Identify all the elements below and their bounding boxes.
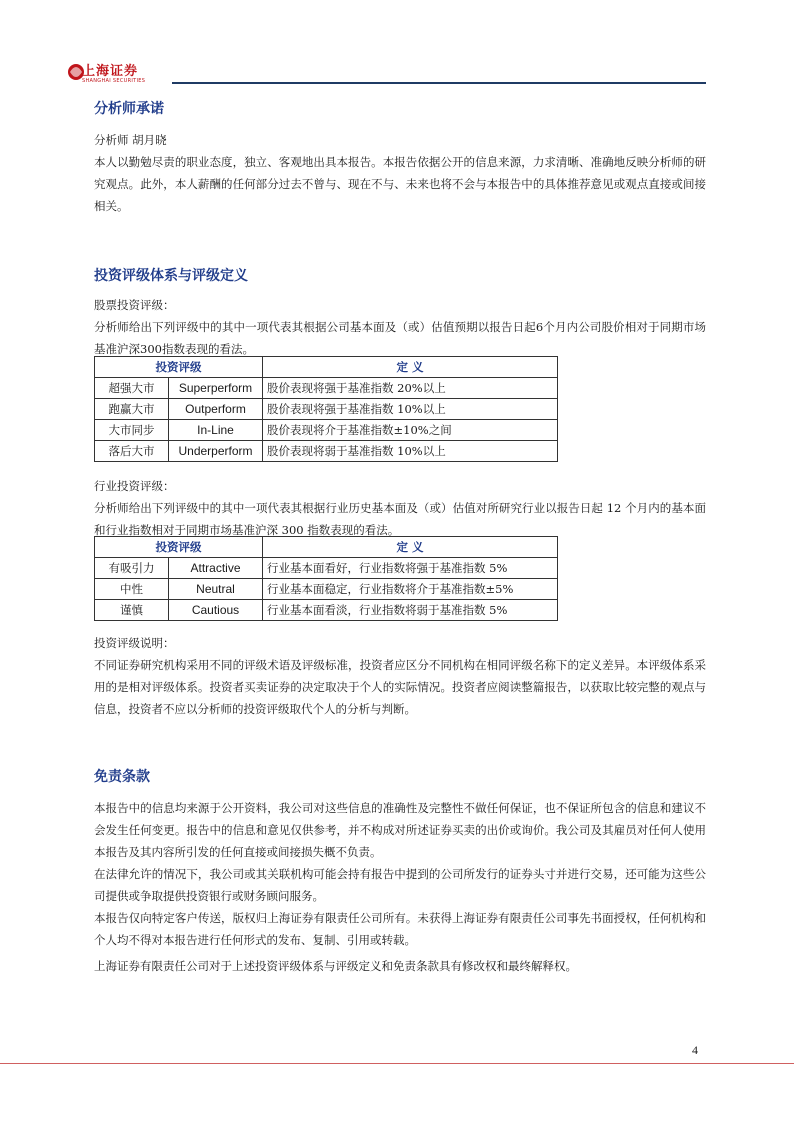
industry-rating-label: 行业投资评级： bbox=[94, 479, 175, 493]
disclaimer-heading: 免责条款 bbox=[94, 769, 150, 785]
page-number: 4 bbox=[692, 1043, 698, 1057]
rating-en: In-Line bbox=[169, 420, 263, 441]
table-header-row bbox=[95, 357, 558, 378]
disclaimer-paragraph-2: 在法律允许的情况下，我公司或其关联机构可能会持有报告中提到的公司所发行的证券头寸并进行交易，还可能为这些公司提供或争取提供投资银行或财务顾问服务。 bbox=[94, 867, 706, 903]
company-logo-text: 上海证券 bbox=[82, 64, 139, 79]
rating-system-heading: 投资评级体系与评级定义 bbox=[94, 268, 248, 284]
table-row bbox=[95, 558, 558, 579]
rating-en: Outperform bbox=[169, 399, 263, 420]
table-header-definition: 定 义 bbox=[263, 357, 558, 378]
table-row bbox=[95, 600, 558, 621]
rating-en: Cautious bbox=[169, 600, 263, 621]
table-header-row bbox=[95, 537, 558, 558]
rating-definition: 行业基本面稳定，行业指数将介于基准指数±5% bbox=[263, 579, 558, 600]
rating-en: Neutral bbox=[169, 579, 263, 600]
table-row bbox=[95, 399, 558, 420]
analyst-commitment-body: 本人以勤勉尽责的职业态度，独立、客观地出具本报告。本报告依据公开的信息来源，力求清晰、准确地反映分析师的研究观点。此外，本人薪酬的任何部分过去不曾与、现在不与、未来也将不会与本报告中的具体推荐意见或观点直接或间接相关。 bbox=[94, 155, 706, 213]
rating-definition: 股价表现将强于基准指数 20%以上 bbox=[263, 378, 558, 399]
table-row bbox=[95, 378, 558, 399]
rating-cn: 超强大市 bbox=[95, 378, 169, 399]
table-header-definition: 定 义 bbox=[263, 537, 558, 558]
analyst-commitment-heading: 分析师承诺 bbox=[94, 101, 164, 117]
rating-definition: 行业基本面看好，行业指数将强于基准指数 5% bbox=[263, 558, 558, 579]
stock-rating-description: 分析师给出下列评级中的其中一项代表其根据公司基本面及（或）估值预期以报告日起6个月内公司股价相对于同期市场基准沪深300指数表现的看法。 bbox=[94, 320, 706, 356]
analyst-name: 分析师 胡月晓 bbox=[94, 133, 167, 147]
stock-rating-table bbox=[94, 356, 558, 462]
rating-note-label: 投资评级说明： bbox=[94, 636, 175, 650]
table-row bbox=[95, 420, 558, 441]
rating-cn: 落后大市 bbox=[95, 441, 169, 462]
industry-rating-description: 分析师给出下列评级中的其中一项代表其根据行业历史基本面及（或）估值对所研究行业以报告日起 12 个月内的基本面和行业指数相对于同期市场基准沪深 300 指数表现的看法。 bbox=[94, 501, 706, 537]
rating-en: Attractive bbox=[169, 558, 263, 579]
industry-rating-table bbox=[94, 536, 558, 621]
table-row bbox=[95, 579, 558, 600]
rating-definition: 股价表现将强于基准指数 10%以上 bbox=[263, 399, 558, 420]
disclaimer-paragraph-4: 上海证券有限责任公司对于上述投资评级体系与评级定义和免责条款具有修改权和最终解释权。 bbox=[94, 959, 577, 973]
footer-rule bbox=[0, 1063, 794, 1064]
table-header-rating: 投资评级 bbox=[95, 537, 263, 558]
rating-note-body: 不同证券研究机构采用不同的评级术语及评级标准，投资者应区分不同机构在相同评级名称下的定义差异。本评级体系采用的是相对评级体系。投资者买卖证券的决定取决于个人的实际情况。投资者应阅读整篇报告，以获取比较完整的观点与信息，投资者不应以分析师的投资评级取代个人的分析与判断。 bbox=[94, 658, 706, 716]
header-rule bbox=[172, 82, 706, 84]
stock-rating-label: 股票投资评级： bbox=[94, 298, 175, 312]
company-logo-subtitle: SHANGHAI SECURITIES bbox=[82, 78, 146, 84]
rating-en: Underperform bbox=[169, 441, 263, 462]
rating-definition: 股价表现将介于基准指数±10%之间 bbox=[263, 420, 558, 441]
table-row bbox=[95, 441, 558, 462]
rating-cn: 有吸引力 bbox=[95, 558, 169, 579]
rating-definition: 行业基本面看淡，行业指数将弱于基准指数 5% bbox=[263, 600, 558, 621]
disclaimer-paragraph-1: 本报告中的信息均来源于公开资料，我公司对这些信息的准确性及完整性不做任何保证，也不保证所包含的信息和建议不会发生任何变更。报告中的信息和意见仅供参考，并不构成对所述证券买卖的出价或询价。我公司及其雇员对任何人使用本报告及其内容所引发的任何直接或间接损失概不负责。 bbox=[94, 801, 706, 859]
rating-cn: 中性 bbox=[95, 579, 169, 600]
table-header-rating: 投资评级 bbox=[95, 357, 263, 378]
rating-cn: 谨慎 bbox=[95, 600, 169, 621]
rating-en: Superperform bbox=[169, 378, 263, 399]
rating-definition: 股价表现将弱于基准指数 10%以上 bbox=[263, 441, 558, 462]
disclaimer-paragraph-3: 本报告仅向特定客户传送，版权归上海证券有限责任公司所有。未获得上海证券有限责任公司事先书面授权，任何机构和个人均不得对本报告进行任何形式的发布、复制、引用或转载。 bbox=[94, 911, 706, 947]
rating-cn: 大市同步 bbox=[95, 420, 169, 441]
rating-cn: 跑赢大市 bbox=[95, 399, 169, 420]
